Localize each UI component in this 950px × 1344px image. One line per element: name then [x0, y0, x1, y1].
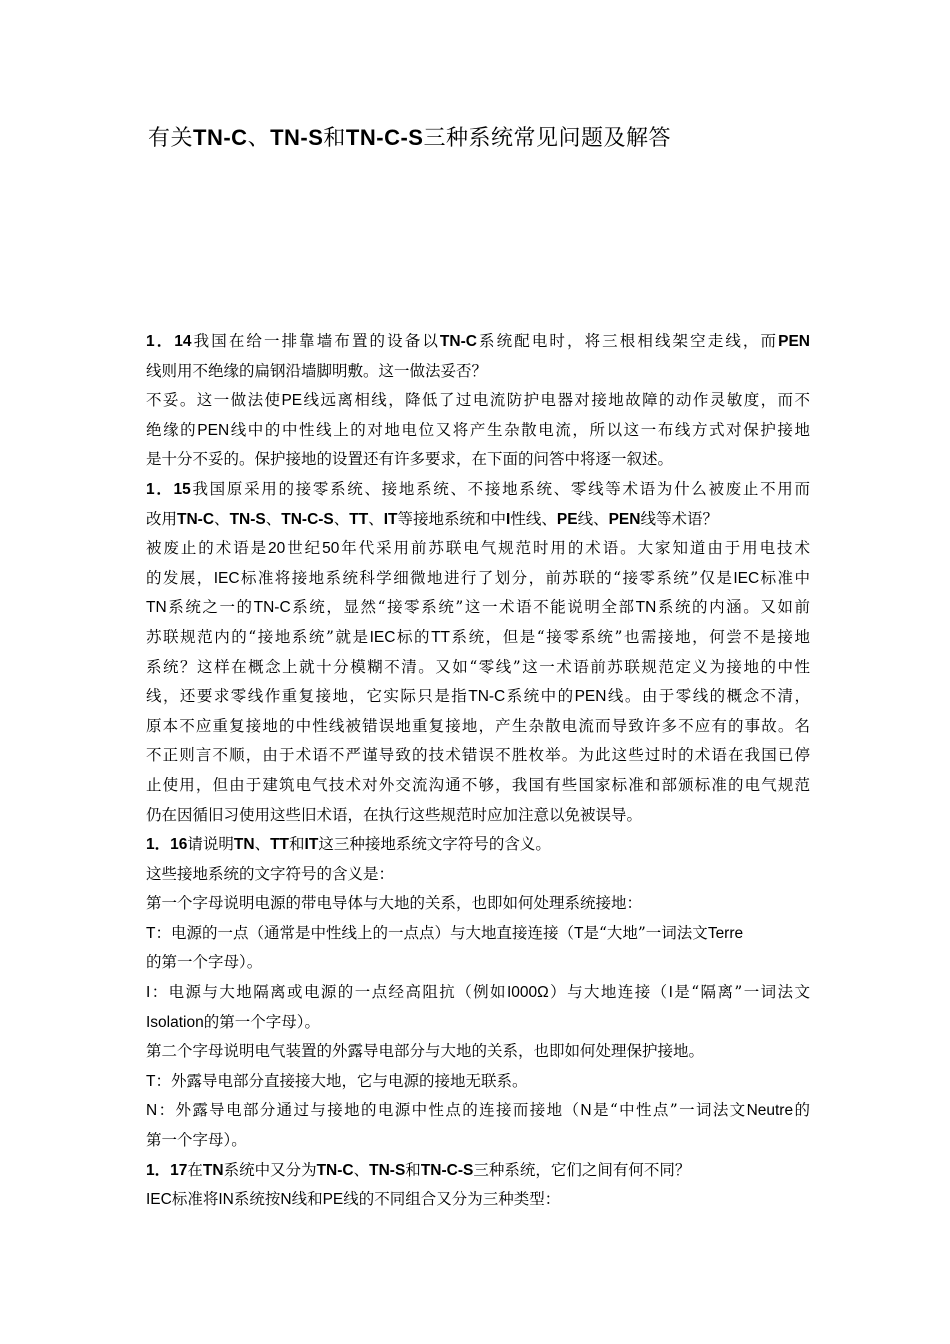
bold-text: TN-C	[439, 333, 477, 350]
text-segment: 50	[322, 540, 340, 558]
text-segment: 标准将接地系统科学细微地进行了划分，前苏联的“接零系统”仅是	[239, 568, 734, 587]
bold-text: 1．16	[146, 836, 188, 854]
document-body	[146, 327, 810, 1215]
text-line	[146, 653, 810, 683]
text-line	[146, 1126, 810, 1156]
text-segment: Neutre	[746, 1102, 794, 1120]
text-segment: 苏联规范内的“接地系统”就是	[146, 627, 370, 646]
text-segment: ：外露导电部分通过与接地的电源中性点的连接而接地（	[157, 1101, 581, 1120]
text-segment: 改用	[146, 509, 178, 528]
text-segment: I	[668, 984, 673, 1002]
text-segment: 的	[793, 1101, 810, 1120]
text-segment: 性线、	[510, 509, 557, 528]
text-segment: 标准中	[759, 568, 810, 587]
text-segment: 、	[214, 509, 230, 528]
text-segment: 我国在给一排靠墙布置的设备以	[191, 332, 440, 350]
bold-text: TN-C	[316, 1161, 354, 1179]
text-segment: TT	[431, 628, 450, 646]
text-segment: T	[573, 924, 584, 942]
text-segment: 系统，但是“接零系统”也需接地，何尝不是接地	[450, 627, 810, 646]
text-segment: 原本不应重复接地的中性线被错误地重复接地，产生杂散电流而导致许多不应有的事故。名	[146, 716, 810, 735]
text-segment: PE	[281, 392, 303, 410]
text-segment: 线。由于零线的概念不清，	[606, 687, 810, 706]
text-segment: 的第一个字母）。	[203, 1012, 320, 1031]
text-segment: 、	[353, 1160, 370, 1179]
text-line	[146, 860, 810, 890]
text-segment: 是“隔离”一词法文	[672, 983, 810, 1002]
bold-text: PEN	[608, 510, 641, 528]
text-line	[146, 948, 810, 978]
text-line	[146, 830, 810, 860]
bold-text: TN-S	[229, 510, 266, 528]
text-segment: IEC	[733, 569, 760, 587]
text-line	[146, 1096, 810, 1126]
text-segment: ：外露导电部分直接接大地，它与电源的接地无联系。	[155, 1071, 528, 1090]
text-segment: 20	[268, 540, 286, 558]
text-line	[146, 801, 810, 831]
bold-text: TT	[349, 510, 369, 528]
bold-text: TN	[233, 836, 255, 854]
document-title: 有关TN-C、TN-S和TN-C-S三种系统常见问题及解答	[148, 125, 671, 151]
text-segment: PEN	[574, 688, 607, 706]
bold-text: IT	[304, 836, 319, 854]
bold-text: 1．15	[146, 480, 191, 498]
bold-text: 1．17	[146, 1161, 188, 1179]
text-segment: 、	[265, 509, 282, 528]
text-line	[146, 357, 810, 387]
text-line	[146, 978, 810, 1008]
text-line	[146, 741, 810, 771]
bold-text: TN-C	[177, 510, 215, 528]
bold-text: TT	[270, 836, 290, 854]
bold-text: TN	[202, 1161, 224, 1179]
text-segment: 标的	[395, 627, 432, 646]
text-segment: N	[280, 1191, 292, 1209]
text-segment: 线、	[577, 509, 609, 528]
text-line	[146, 505, 810, 535]
text-segment: 的第一个字母）。	[146, 953, 263, 972]
text-line	[146, 534, 810, 564]
text-segment: 和	[289, 835, 305, 854]
text-segment: 是“大地”一词法文	[583, 923, 708, 942]
text-segment: 三种系统，它们之间有何不同？	[473, 1160, 691, 1179]
text-segment: 、	[254, 835, 271, 854]
text-segment: 系统之一的	[166, 598, 254, 617]
text-segment: 的发展，	[146, 568, 214, 587]
text-segment: I	[146, 984, 151, 1002]
text-line	[146, 445, 810, 475]
text-segment: 等接地系统和中	[397, 509, 507, 528]
text-segment: 仍在因循旧习使用这些旧术语，在执行这些规范时应加注意以免被误导。	[146, 805, 643, 824]
text-line	[146, 475, 810, 505]
text-segment: IEC	[146, 1191, 172, 1209]
text-segment: 不妥。这一做法使	[146, 391, 282, 410]
text-segment: 线则用不绝缘的扁钢沿墙脚明敷。这一做法妥否？	[146, 361, 488, 380]
bold-text: TN-S	[369, 1161, 406, 1179]
bold-text: PE	[556, 510, 578, 528]
text-segment: 线的不同组合又分为三种类型：	[343, 1190, 561, 1209]
bold-text: PEN	[778, 333, 810, 350]
bold-text: TN-C-S	[281, 510, 334, 528]
text-segment: 线等术语？	[640, 509, 718, 528]
text-line	[146, 564, 810, 594]
text-segment: 线中的中性线上的对地电位又将产生杂散电流，所以这一布线方式对保护接地	[229, 420, 810, 439]
text-segment: 第一个字母）。	[146, 1131, 247, 1150]
text-segment: 系统配电时，将三根相线架空走线，而	[476, 332, 779, 350]
text-segment: ：电源与大地隔离或电源的一点经高阻抗（例如	[150, 983, 507, 1002]
text-line	[146, 416, 810, 446]
text-segment: 是“中性点”一词法文	[591, 1101, 747, 1120]
text-segment: 第二个字母说明电气装置的外露导电部分与大地的关系，也即如何处理保护接地。	[146, 1042, 705, 1061]
text-segment: 线远离相线，降低了过电流防护电器对接地故障的动作灵敏度，而不	[302, 391, 810, 410]
text-segment: 线，还要求零线作重复接地，它实际只是指	[146, 687, 469, 706]
bold-text: 1．14	[146, 333, 192, 350]
text-line	[146, 771, 810, 801]
text-segment: 、	[333, 509, 350, 528]
text-segment: Terre	[707, 924, 744, 942]
text-segment: 我国原采用的接零系统、接地系统、不接地系统、零线等术语为什么被废止不用而	[190, 479, 810, 498]
text-segment: 在	[187, 1160, 203, 1179]
text-segment: 系统的内涵。又如前	[656, 598, 810, 617]
text-segment: 第一个字母说明电源的带电导体与大地的关系，也即如何处理系统接地：	[146, 894, 643, 913]
text-segment: 标准将	[171, 1190, 219, 1209]
text-segment: ：电源的一点（通常是中性线上的一点点）与大地直接连接（	[155, 923, 574, 942]
text-line	[146, 593, 810, 623]
text-segment: TN-C	[468, 688, 506, 706]
text-segment: 被废止的术语是	[146, 539, 269, 558]
text-line	[146, 712, 810, 742]
text-segment: TN	[635, 599, 657, 617]
bold-text: IT	[383, 510, 398, 528]
text-line	[146, 623, 810, 653]
text-segment: ）与大地连接（	[548, 983, 669, 1002]
text-segment: 年代采用前苏联电气规范时用的术语。大家知道由于用电技术	[339, 539, 810, 558]
text-line	[146, 386, 810, 416]
text-line	[146, 1067, 810, 1097]
text-segment: T	[146, 924, 156, 942]
text-line	[146, 1185, 810, 1215]
text-segment: 不正则言不顺，由于术语不严谨导致的技术错误不胜枚举。为此这些过时的术语在我国已停	[146, 746, 810, 765]
text-segment: 线和	[291, 1190, 323, 1209]
text-segment: 系统中又分为	[223, 1160, 317, 1179]
text-segment: N	[580, 1102, 592, 1120]
text-segment: 系统，显然“接零系统”这一术语不能说明全部	[290, 598, 636, 617]
text-segment: PE	[322, 1191, 344, 1209]
text-segment: PEN	[197, 421, 230, 439]
text-segment: I000Ω	[506, 984, 549, 1002]
text-segment: TN-C	[253, 599, 291, 617]
text-segment: IN	[218, 1191, 234, 1209]
text-segment: TN	[146, 599, 167, 617]
text-line	[146, 919, 810, 949]
text-segment: T	[146, 1072, 156, 1090]
text-line	[146, 1008, 810, 1038]
text-segment: 这三种接地系统文字符号的含义。	[318, 835, 551, 854]
text-segment: 是十分不妥的。保护接地的设置还有许多要求，在下面的问答中将逐一叙述。	[146, 450, 674, 469]
text-segment: 系统中的	[505, 687, 575, 706]
text-segment: N	[146, 1102, 158, 1120]
text-segment: 和	[405, 1160, 421, 1179]
text-segment: 系统按	[233, 1190, 281, 1209]
text-segment: Isolation	[146, 1013, 204, 1031]
text-segment: 、	[368, 509, 384, 528]
text-line	[146, 682, 810, 712]
text-segment: 请说明	[187, 835, 234, 854]
text-segment: IEC	[213, 569, 240, 587]
text-segment: 这些接地系统的文字符号的含义是：	[146, 864, 395, 883]
text-segment: 止使用，但由于建筑电气技术对外交流沟通不够，我国有些国家标准和部颁标准的电气规范	[146, 775, 810, 794]
text-segment: 世纪	[285, 539, 323, 558]
text-line	[146, 889, 810, 919]
text-line	[146, 327, 810, 357]
bold-text: TN-C-S	[420, 1161, 474, 1179]
bold-text: I	[506, 510, 511, 528]
text-line	[146, 1037, 810, 1067]
text-segment: IEC	[369, 628, 396, 646]
text-segment: 系统？这样在概念上就十分模糊不清。又如“零线”这一术语前苏联规范定义为接地的中性	[146, 657, 810, 676]
text-line	[146, 1156, 810, 1186]
text-segment: 绝缘的	[146, 420, 198, 439]
